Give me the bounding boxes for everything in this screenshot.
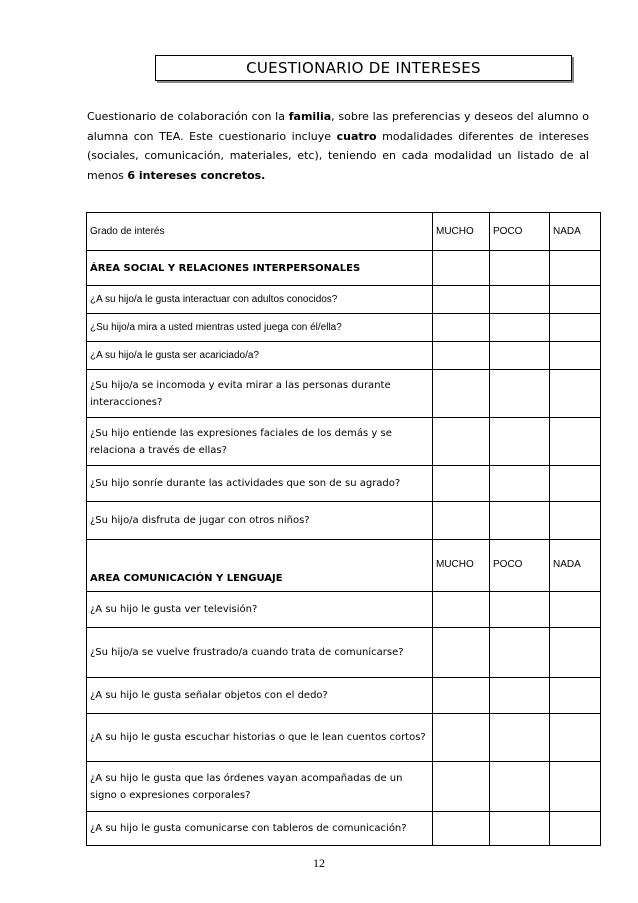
intro-text: Cuestionario de colaboración con la [87,110,289,123]
question-cell: ¿A su hijo le gusta ver televisión? [87,592,433,628]
answer-cell[interactable] [433,678,490,714]
header-mucho: MUCHO [433,540,490,592]
answer-cell[interactable] [550,678,601,714]
answer-cell[interactable] [490,418,550,466]
table-header-row [87,213,601,251]
answer-cell[interactable] [490,314,550,342]
header-nada: NADA [550,540,601,592]
answer-cell[interactable] [550,502,601,540]
table-row [87,314,601,342]
answer-cell[interactable] [490,370,550,418]
answer-cell[interactable] [433,251,490,286]
answer-cell[interactable] [490,502,550,540]
answer-cell[interactable] [433,418,490,466]
table-row [87,370,601,418]
answer-cell[interactable] [433,812,490,846]
answer-cell[interactable] [550,466,601,502]
question-cell: ¿A su hijo le gusta que las órdenes vayan acompañadas de un signo o expresiones corporales? [87,762,433,812]
question-cell: ¿Su hijo/a disfruta de jugar con otros niños? [87,502,433,540]
section-title-social: ÁREA SOCIAL Y RELACIONES INTERPERSONALES [87,251,433,286]
answer-cell[interactable] [550,418,601,466]
answer-cell[interactable] [550,286,601,314]
answer-cell[interactable] [490,714,550,762]
answer-cell[interactable] [433,286,490,314]
question-cell: ¿A su hijo/a le gusta interactuar con adultos conocidos? [87,286,433,314]
answer-cell[interactable] [550,812,601,846]
answer-cell[interactable] [490,592,550,628]
intro-bold: 6 intereses concretos. [127,168,266,182]
intro-bold: familia [288,110,332,123]
answer-cell[interactable] [433,762,490,812]
table-row [87,592,601,628]
intro-text: modalidades diferentes de intereses (sociales, comunicación, materiales, etc), teniendo en cada modalidad un listado de al menos [87,129,589,182]
question-cell: ¿Su hijo/a mira a usted mientras usted juega con él/ella? [87,314,433,342]
table-row [87,628,601,678]
answer-cell[interactable] [550,714,601,762]
answer-cell[interactable] [550,251,601,286]
question-cell: ¿Su hijo sonríe durante las actividades que son de su agrado? [87,466,433,502]
answer-cell[interactable] [490,251,550,286]
table-row [87,714,601,762]
answer-cell[interactable] [550,370,601,418]
answer-cell[interactable] [490,342,550,370]
header-poco: POCO [490,540,550,592]
answer-cell[interactable] [550,762,601,812]
header-nada: NADA [550,213,601,251]
header-poco: POCO [490,213,550,251]
answer-cell[interactable] [433,342,490,370]
table-row [87,502,601,540]
table-row [87,678,601,714]
intro-paragraph [87,107,589,185]
section-header-row [87,251,601,286]
page-title: CUESTIONARIO DE INTERESES [155,55,572,81]
intro-text: , sobre las preferencias y deseos del alumno o alumna con TEA. Este cuestionario incluye [87,110,589,143]
answer-cell[interactable] [490,286,550,314]
answer-cell[interactable] [550,314,601,342]
answer-cell[interactable] [490,466,550,502]
question-cell: ¿A su hijo le gusta señalar objetos con el dedo? [87,678,433,714]
table-row [87,812,601,846]
table-row [87,342,601,370]
table-row [87,762,601,812]
answer-cell[interactable] [550,592,601,628]
question-cell: ¿Su hijo/a se vuelve frustrado/a cuando trata de comunicarse? [87,628,433,678]
answer-cell[interactable] [433,466,490,502]
answer-cell[interactable] [490,678,550,714]
section-title-comunicacion: AREA COMUNICACIÓN Y LENGUAJE [87,540,433,592]
answer-cell[interactable] [490,812,550,846]
table-row [87,418,601,466]
header-grado-interes: Grado de interés [87,213,433,251]
answer-cell[interactable] [433,502,490,540]
answer-cell[interactable] [550,628,601,678]
page-number: 12 [313,856,325,870]
answer-cell[interactable] [550,342,601,370]
answer-cell[interactable] [490,762,550,812]
header-mucho: MUCHO [433,213,490,251]
section-header-row [87,540,601,592]
answer-cell[interactable] [433,592,490,628]
answer-cell[interactable] [433,628,490,678]
answer-cell[interactable] [433,714,490,762]
answer-cell[interactable] [433,370,490,418]
question-cell: ¿A su hijo le gusta comunicarse con tableros de comunicación? [87,812,433,846]
question-cell: ¿A su hijo/a le gusta ser acariciado/a? [87,342,433,370]
intro-bold: cuatro [336,129,377,143]
table-row [87,466,601,502]
question-cell: ¿Su hijo/a se incomoda y evita mirar a las personas durante interacciones? [87,370,433,418]
answer-cell[interactable] [433,314,490,342]
interest-table [86,212,601,846]
answer-cell[interactable] [490,628,550,678]
question-cell: ¿Su hijo entiende las expresiones faciales de los demás y se relaciona a través de ellas? [87,418,433,466]
table-row [87,286,601,314]
question-cell: ¿A su hijo le gusta escuchar historias o que le lean cuentos cortos? [87,714,433,762]
